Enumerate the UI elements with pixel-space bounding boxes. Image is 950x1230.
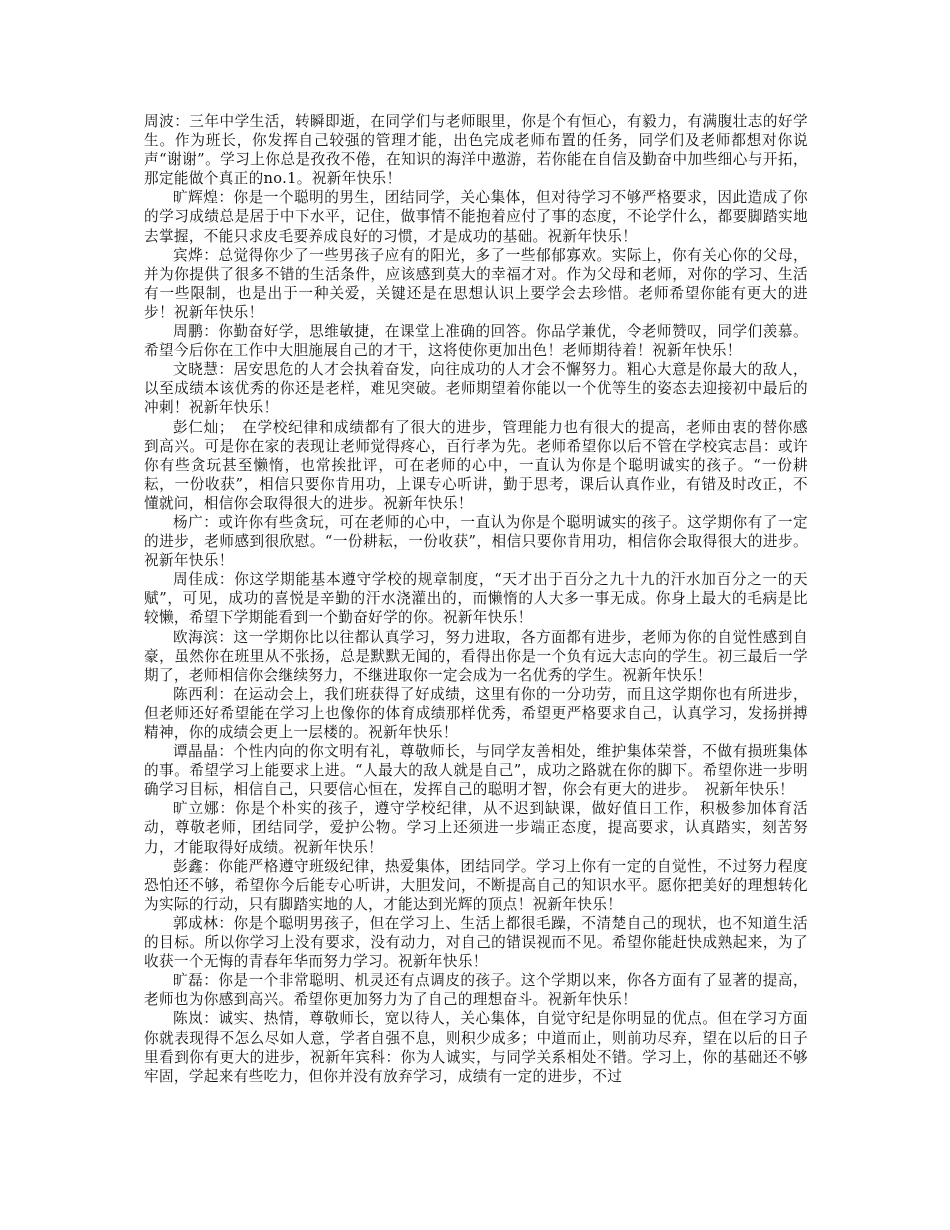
- document-page: [144, 112, 808, 1086]
- comment-guo-chenglin: 郭成林：你是个聪明男孩子，但在学习上、生活上都很毛躁，不清楚自己的现状，也不知道生活的目标。所以你学习上没有要求，没有动力，对自己的错误视而不见。希望你能赶快成熟起来，为了收获一个无悔的青春年华而努力学习。祝新年快乐！: [144, 914, 808, 971]
- comment-zhou-peng: 周鹏：你勤奋好学，思维敏捷，在课堂上准确的回答。你品学兼优，令老师赞叹，同学们羡慕。希望今后你在工作中大胆施展自己的才干，这将使你更加出色！老师期待着！祝新年快乐！: [144, 323, 808, 360]
- comment-kuang-huihuang: 旷辉煌：你是一个聪明的男生，团结同学，关心集体，但对待学习不够严格要求，因此造成了你的学习成绩总是居于中下水平，记住，做事情不能抱着应付了事的态度，不论学什么，都要脚踏实地去掌握，不能只求皮毛要养成良好的习惯，才是成功的基础。祝新年快乐！: [144, 189, 808, 245]
- comment-peng-xin: 彭鑫：你能严格遵守班级纪律，热爱集体，团结同学。学习上你有一定的自觉性，不过努力程度恐怕还不够，希望你今后能专心听讲，大胆发问，不断提高自己的知识水平。愿你把美好的理想转化为实际的行动，只有脚踏实地的人，才能达到光辉的顶点！祝新年快乐！: [144, 857, 808, 913]
- comment-bin-ye: 宾烨：总觉得你少了一些男孩子应有的阳光，多了一些郁郁寡欢。实际上，你有关心你的父母，并为你提供了很多不错的生活条件，应该感到莫大的幸福才对。作为父母和老师，对你的学习、生活有一些限制，也是出于一种关爱，关键还是在思想认识上要学会去珍惜。老师希望你能有更大的进步！祝新年快乐！: [144, 246, 808, 321]
- comment-zhou-jiacheng: 周佳成：你这学期能基本遵守学校的规章制度，“天才出于百分之九十九的汗水加百分之一的天赋”，可见，成功的喜悦是辛勤的汗水浇灌出的，而懒惰的人大多一事无成。你身上最大的毛病是比较懒，希望下学期能看到一个勤奋好学的你。祝新年快乐！: [144, 571, 808, 627]
- comment-kuang-lei: 旷磊：你是一个非常聪明、机灵还有点调皮的孩子。这个学期以来，你各方面有了显著的提高，老师也为你感到高兴。希望你更加努力为了自己的理想奋斗。祝新年快乐！: [144, 972, 808, 1009]
- comment-zhou-bo: 周波：三年中学生活，转瞬即逝，在同学们与老师眼里，你是个有恒心，有毅力，有满腹壮志的好学生。作为班长，你发挥自己较强的管理才能，出色完成老师布置的任务，同学们及老师都想对你说声“谢谢”。学习上你总是孜孜不倦，在知识的海洋中遨游，若你能在自信及勤奋中加些细心与开拓，那定能做个真正的no.1。祝新年快乐！: [144, 113, 808, 188]
- comment-ou-haibin: 欧海滨：这一学期你比以往都认真学习，努力进取，各方面都有进步，老师为你的自觉性感到自豪，虽然你在班里从不张扬，总是默默无闻的，看得出你是一个负有远大志向的学生。初三最后一学期了，老师相信你会继续努力，不继进取你一定会成为一名优秀的学生。祝新年快乐！: [144, 628, 808, 684]
- comment-chen-xili: 陈西利：在运动会上，我们班获得了好成绩，这里有你的一分功劳，而且这学期你也有所进步，但老师还好希望能在学习上也像你的体育成绩那样优秀，希望更严格要求自己，认真学习，发扬拼搏精神，你的成绩会更上一层楼的。祝新年快乐！: [144, 685, 808, 741]
- comment-wen-xiaohui: 文晓慧：居安思危的人才会执着奋发，向往成功的人才会不懈努力。粗心大意是你最大的敌人，以至成绩本该优秀的你还是老样，难见突破。老师期望着你能以一个优等生的姿态去迎接初中最后的冲刺！祝新年快乐！: [144, 361, 808, 417]
- comment-yang-guang: 杨广：或许你有些贪玩，可在老师的心中，一直认为你是个聪明诚实的孩子。这学期你有了一定的进步，老师感到很欣慰。“一份耕耘，一份收获”，相信只要你肯用功，相信你会取得很大的进步。祝新年快乐！: [144, 513, 808, 570]
- comment-chen-lan: 陈岚：诚实、热情，尊敬师长，宽以待人，关心集体，自觉守纪是你明显的优点。但在学习方面你就表现得不怎么尽如人意，学者自强不息，则积少成多；中道而止，则前功尽弃，望在以后的日子里看到你有更大的进步，祝新年宾科：你为人诚实，与同学关系相处不错。学习上，你的基础还不够牢固，学起来有些吃力，但你并没有放弃学习，成绩有一定的进步，不过: [144, 1010, 808, 1085]
- comment-kuang-lina: 旷立娜：你是个朴实的孩子，遵守学校纪律，从不迟到缺课，做好值日工作，积极参加体育活动，尊敬老师，团结同学，爱护公物。学习上还须进一步端正态度，提高要求，认真踏实，刻苦努力，才能取得好成绩。祝新年快乐！: [144, 800, 808, 856]
- comment-tan-jingjing: 谭晶晶：个性内向的你文明有礼，尊敬师长，与同学友善相处，维护集体荣誉，不做有损班集体的事。希望学习上能要求上进。“人最大的敌人就是自己”，成功之路就在你的脚下。希望你进一步明确学习目标，相信自己，只要信心恒在，发挥自己的聪明才智，你会有更大的进步。 祝新年快乐！: [144, 743, 808, 799]
- comment-peng-rencan: 彭仁灿； 在学校纪律和成绩都有了很大的进步，管理能力也有很大的提高，老师由衷的替你感到高兴。可是你在家的表现让老师觉得疼心，百行孝为先。老师希望你以后不管在学校宾志昌：或许你有些贪玩甚至懒惰，也常挨批评，可在老师的心中，一直认为你是个聪明诚实的孩子。“一份耕耘，一份收获”，相信只要你肯用功，上课专心听讲，勤于思考，课后认真作业，有错及时改正，不懂就问，相信你会取得很大的进步。祝新年快乐！: [144, 418, 808, 512]
